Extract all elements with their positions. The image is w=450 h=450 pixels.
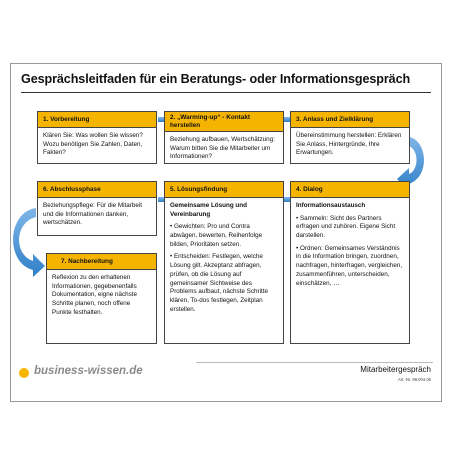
step-text: • Sammeln: Sicht des Partners erfragen und zuhören. Eigene Sicht darstellen. — [296, 214, 396, 240]
step-body-5 — [165, 198, 283, 322]
subheading-text: Informationsaustausch — [296, 202, 366, 209]
step-body-2 — [165, 132, 283, 170]
step-text: Beziehungspflege: Für die Mitarbeit und die Informationen danken, wertschätzen. — [43, 202, 143, 227]
step-text: • Gewichten: Pro und Contra abwägen, bewerten, Reihenfolge bilden, Prioritäten setzen. — [170, 223, 263, 248]
step-box-2 — [164, 111, 284, 164]
slide — [10, 63, 442, 402]
step-header-2: 2. „Warming-up“ - Kontakt herstellen — [165, 112, 283, 132]
footer-logo: business-wissen.de — [34, 365, 143, 377]
step-text: • Entscheiden: Festlegen, welche Lösung gilt. Akzeptanz abfragen, prüfen, ob die Lösung auf gemeinsamer Sichtweise des Problems aufbaut, nächste Schritte klären, To-dos festlegen, Zeitplan erstellen. — [170, 253, 269, 313]
step-text: Beziehung aufbauen, Wertschätzung: Warum bitten Sie die Mitarbeiter um Informationen? — [170, 136, 275, 161]
footer-article-number: Art.-Nr. 99.004.06 — [397, 377, 431, 382]
step-box-6 — [37, 181, 157, 236]
step-body-3 — [291, 128, 409, 166]
step-header-1: 1. Vorbereitung — [38, 112, 156, 128]
footer-divider — [196, 362, 433, 363]
logo-dot-icon — [19, 368, 29, 378]
step-subheading — [170, 202, 278, 219]
step-box-4 — [290, 181, 410, 344]
step-body-1 — [38, 128, 156, 166]
step-box-3 — [290, 111, 410, 164]
step-text: Klären Sie: Was wollen Sie wissen? Wozu benötigen Sie Zahlen, Daten, Fakten? — [43, 132, 143, 157]
step-header-5: 5. Lösungsfindung — [165, 182, 283, 198]
step-header-4: 4. Dialog — [291, 182, 409, 198]
footer-doc-title: Mitarbeitergespräch — [360, 365, 431, 374]
step-header-7: 7. Nachbereitung — [47, 254, 156, 270]
step-subheading — [296, 202, 404, 211]
step-text: Reflexion zu den erhaltenen Informationen, gegebenenfalls Dokumentation, eigne nächste Schritte planen, noch offene Punkte festhalten. — [52, 274, 138, 316]
step-body-4 — [291, 198, 409, 296]
step-box-1 — [37, 111, 157, 164]
step-header-6: 6. Abschlussphase — [38, 182, 156, 198]
step-body-7 — [47, 270, 156, 325]
subheading-text: Gemeinsame Lösung und Vereinbarung — [170, 202, 247, 218]
step-text: Übereinstimmung herstellen: Erklären Sie Anlass, Hintergründe, Ihre Erwartungen. — [296, 132, 402, 157]
step-box-7 — [46, 253, 157, 344]
step-text: • Ordnen: Gemeinsames Verständnis in die Information bringen, zuordnen, nachfragen, hinterfragen, vergleichen, zusammenführen, unterscheiden, einschätzen, … — [296, 244, 403, 287]
page-title: Gesprächsleitfaden für ein Beratungs- oder Informationsgespräch — [21, 72, 411, 86]
step-box-5 — [164, 181, 284, 344]
step-header-3: 3. Anlass und Zielklärung — [291, 112, 409, 128]
step-body-6 — [38, 198, 156, 236]
